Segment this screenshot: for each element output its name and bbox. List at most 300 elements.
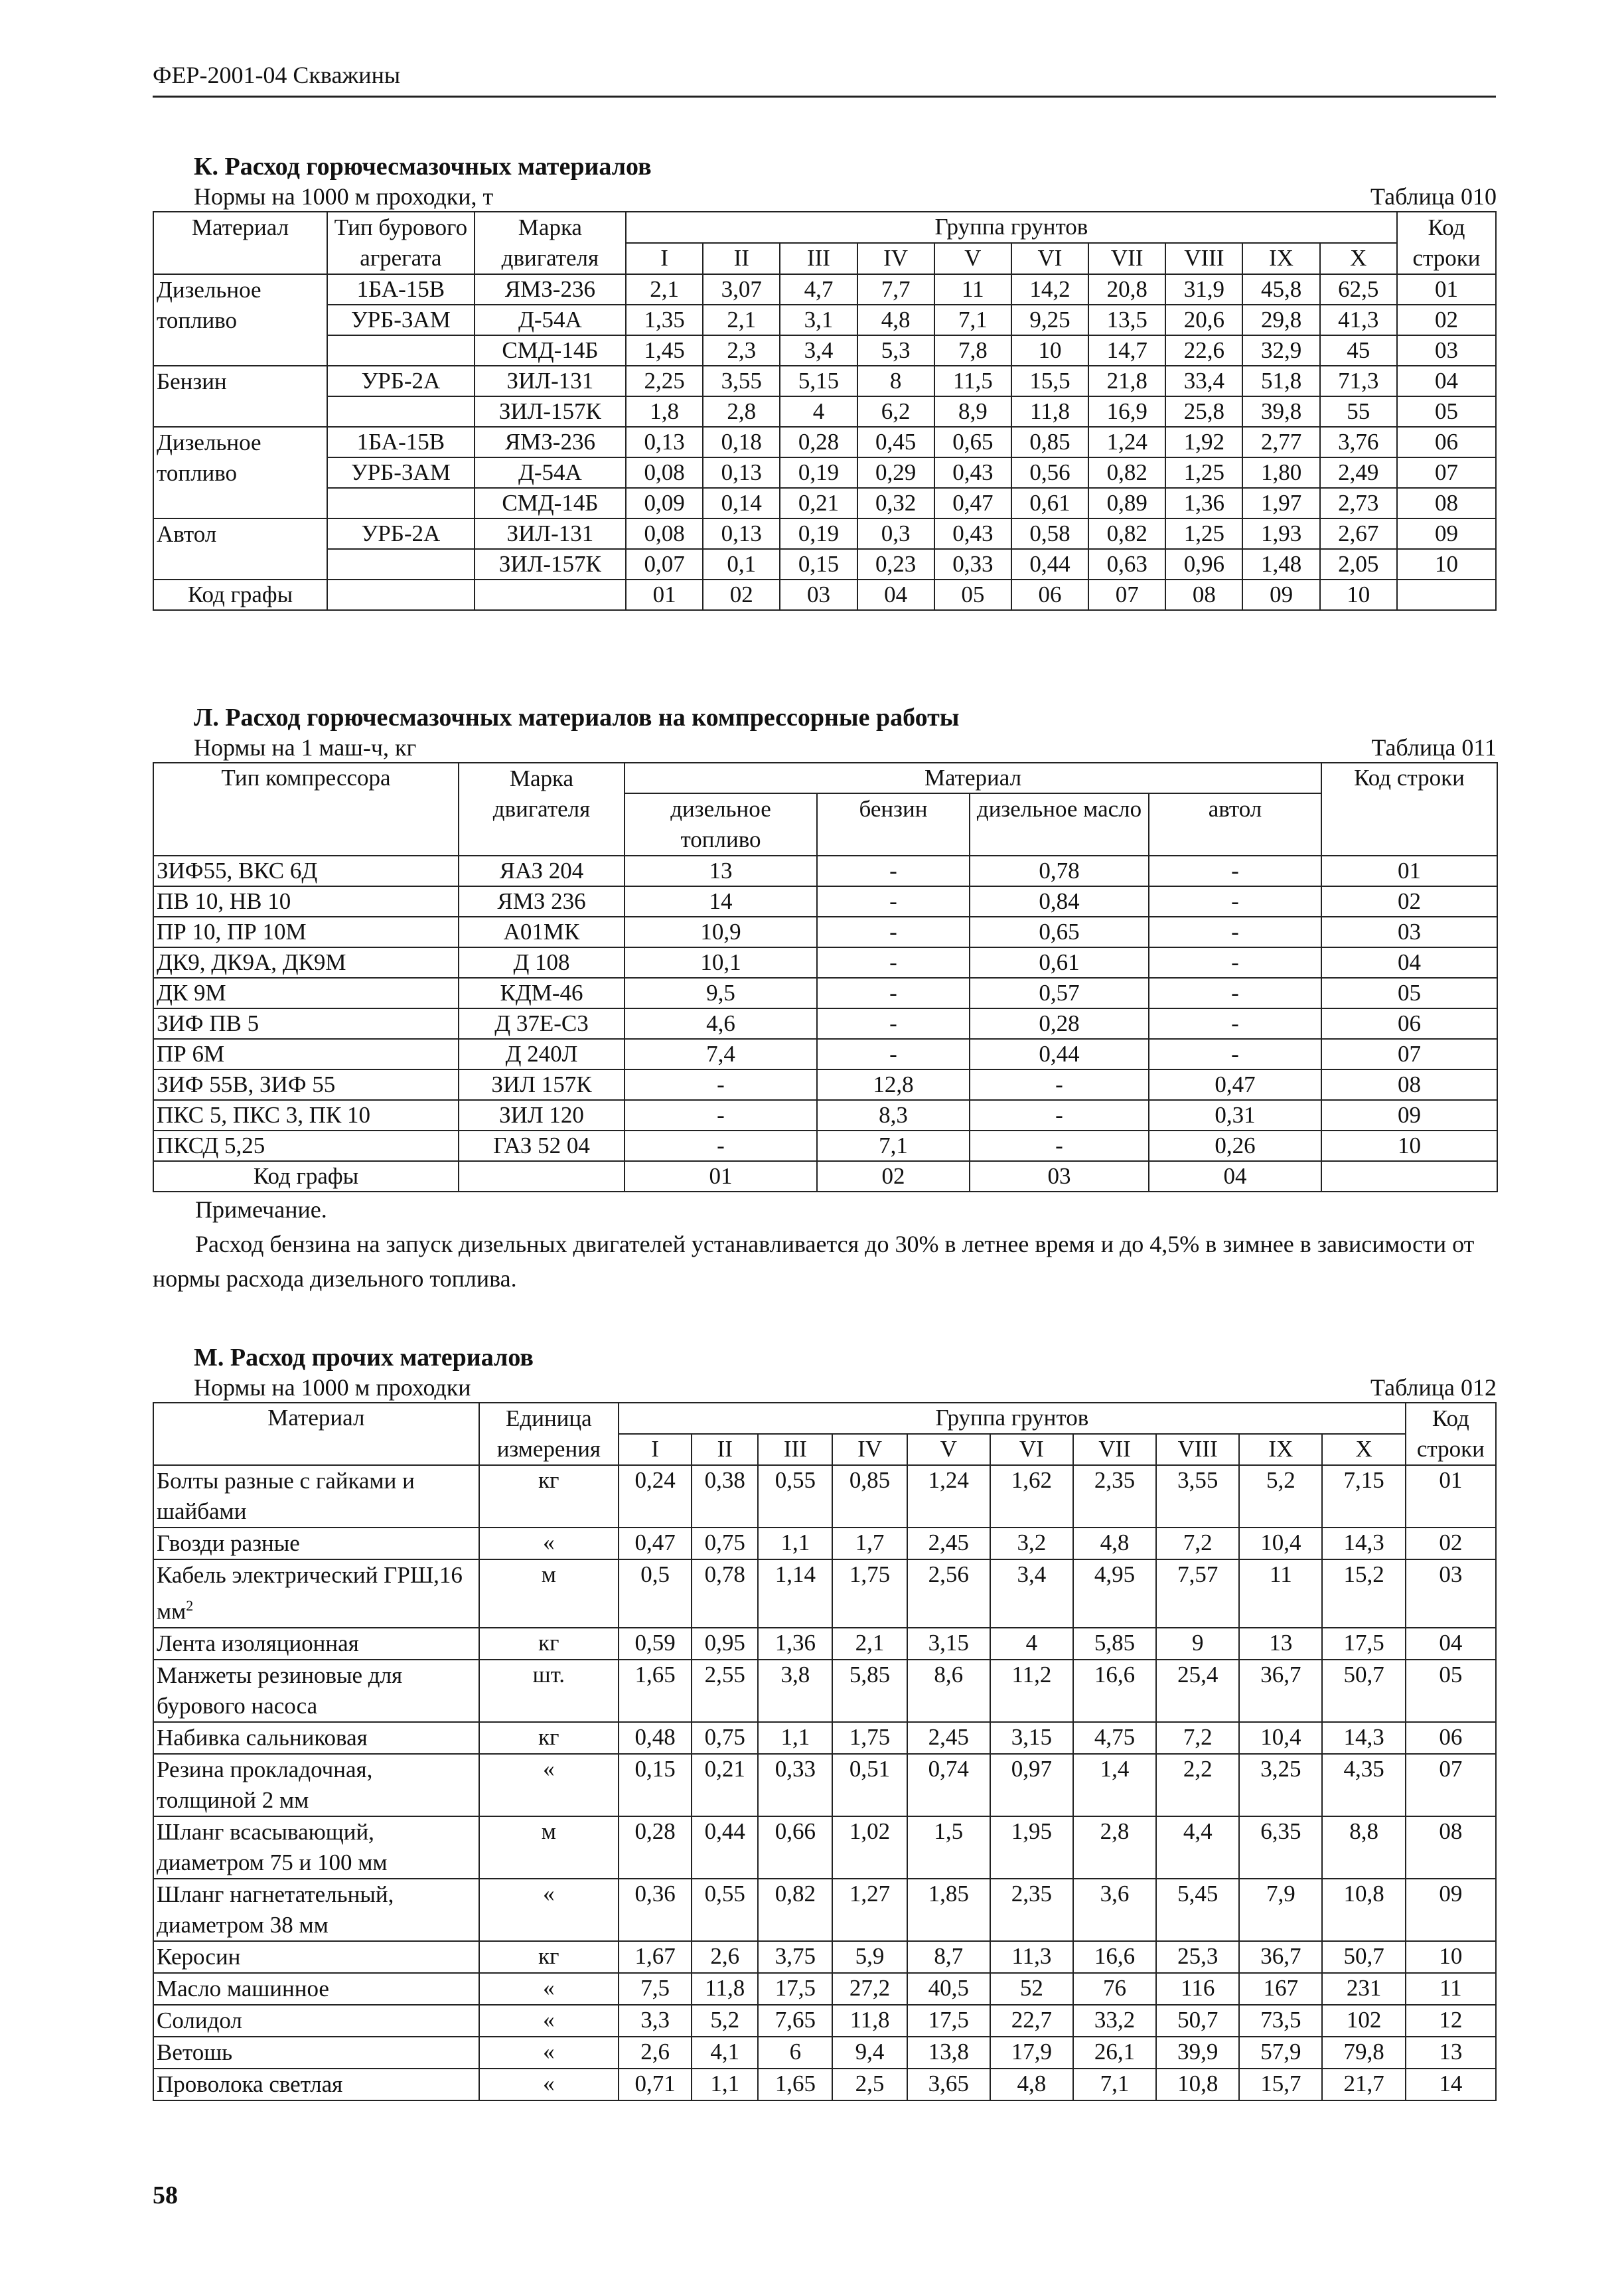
section-m-subtitle-row [194,1373,1497,1402]
footer-row [153,1161,1497,1192]
cell-value: 0,96 [1165,549,1242,580]
col-header-group: IX [1242,243,1319,274]
cell-code: 10 [1397,549,1496,580]
cell-unit: « [479,1528,619,1559]
footer-code: 09 [1242,580,1319,610]
cell-value: 0,29 [857,457,934,488]
cell-value: 3,07 [703,274,780,305]
footer-code: 03 [780,580,857,610]
cell-value: 1,14 [758,1559,832,1628]
cell-value: 14,7 [1088,335,1165,366]
cell-value: 39,9 [1156,2037,1239,2069]
col-header-group: VII [1073,1434,1156,1465]
footer-empty [327,580,475,610]
cell-value: 8,8 [1322,1816,1405,1879]
cell-value: 0,07 [626,549,703,580]
cell-value: 3,55 [1156,1465,1239,1528]
cell-value: 0,82 [758,1879,832,1941]
cell-compressor: ПР 6М [153,1039,459,1069]
cell-value: 2,49 [1320,457,1397,488]
footer-code: 02 [817,1161,970,1192]
section-l-subtitle-row [194,733,1497,762]
cell-code: 03 [1321,917,1497,947]
col-header-group: IX [1239,1434,1322,1465]
footer-empty [1397,580,1496,610]
cell-value: 11,8 [692,1973,758,2005]
section-m-subtitle: Нормы на 1000 м проходки [194,1374,471,1401]
footer-row [153,580,1496,610]
col-header-material: Материал [625,763,1321,793]
cell-value: 1,5 [907,1816,990,1879]
cell-value: 2,35 [1073,1465,1156,1528]
cell-value: 1,75 [832,1722,907,1754]
cell-value: 51,8 [1242,366,1319,396]
cell-value: 5,85 [1073,1628,1156,1660]
cell-value: 0,61 [1011,488,1088,518]
cell-value: 11,8 [1011,396,1088,427]
cell-value: 3,65 [907,2069,990,2100]
table-row [153,335,1496,366]
table-010 [153,211,1497,611]
cell-code: 06 [1406,1722,1496,1754]
material-name-text: Керосин [157,1943,241,1970]
cell-unit: кг [479,1628,619,1660]
cell-value: 22,7 [990,2005,1073,2037]
cell-value: 1,85 [907,1879,990,1941]
col-header-soil-group: Группа грунтов [619,1403,1406,1434]
cell-compressor: ЗИФ ПВ 5 [153,1008,459,1039]
cell-unit: « [479,1879,619,1941]
cell-compressor: ПВ 10, НВ 10 [153,886,459,917]
table-row [153,1879,1496,1941]
cell-value: 2,73 [1320,488,1397,518]
material-name-text: Солидол [157,2007,242,2033]
table-row [153,1628,1496,1660]
col-header-group: V [934,243,1011,274]
cell-rig: УРБ-3АМ [327,305,475,335]
cell-value: 3,1 [780,305,857,335]
cell-unit: « [479,2069,619,2100]
cell-engine: А01МК [459,917,625,947]
cell-value: 33,4 [1165,366,1242,396]
cell-value: - [1149,917,1321,947]
cell-value: 2,1 [626,274,703,305]
cell-material-name [153,1754,479,1816]
cell-value: 2,45 [907,1722,990,1754]
cell-unit: м [479,1816,619,1879]
footer-code: 02 [703,580,780,610]
cell-code: 06 [1397,427,1496,457]
cell-value: 2,45 [907,1528,990,1559]
cell-value: 2,1 [703,305,780,335]
col-header-group: II [703,243,780,274]
col-header-unit: Единица измерения [479,1403,619,1465]
cell-value: 4,8 [857,305,934,335]
table-row [153,1100,1497,1131]
cell-value: 5,85 [832,1660,907,1722]
section-l-subtitle: Нормы на 1 маш-ч, кг [194,734,417,761]
cell-engine: Д 37Е-С3 [459,1008,625,1039]
cell-value: 9 [1156,1628,1239,1660]
cell-value: 3,3 [619,2005,692,2037]
cell-code: 03 [1406,1559,1496,1628]
cell-value: 1,24 [907,1465,990,1528]
cell-value: 57,9 [1239,2037,1322,2069]
cell-value: 5,15 [780,366,857,396]
cell-rig [327,396,475,427]
cell-value: 6,35 [1239,1816,1322,1879]
cell-value: 7,5 [619,1973,692,2005]
cell-value: 17,5 [758,1973,832,2005]
col-header-group: I [619,1434,692,1465]
table-row [153,2037,1496,2069]
cell-value: 17,9 [990,2037,1073,2069]
cell-value: 0,47 [934,488,1011,518]
cell-value: 2,56 [907,1559,990,1628]
footer-code: 05 [934,580,1011,610]
col-header-compressor: Тип компрессора [153,763,459,856]
cell-engine: ЗИЛ-131 [475,366,626,396]
col-header-engine: Марка двигателя [459,763,625,856]
cell-value: 7,9 [1239,1879,1322,1941]
cell-value: 11,8 [832,2005,907,2037]
footer-empty [459,1161,625,1192]
table-row [153,2005,1496,2037]
cell-engine: ЗИЛ-157К [475,549,626,580]
material-name-text: Гвозди разные [157,1530,300,1556]
cell-value: 8,3 [817,1100,970,1131]
note-text: Расход бензина на запуск дизельных двигателей устанавливается до 30% в летнее время и до 4,5% в зимнее в зависимости от нормы расхода дизельного топлива. [153,1231,1475,1292]
cell-rig [327,549,475,580]
cell-code: 02 [1321,886,1497,917]
cell-value: 1,48 [1242,549,1319,580]
cell-code: 01 [1397,274,1496,305]
table-row [153,457,1496,488]
cell-value: 15,2 [1322,1559,1405,1628]
cell-value: 4,35 [1322,1754,1405,1816]
cell-value: 3,8 [758,1660,832,1722]
cell-value: 71,3 [1320,366,1397,396]
cell-value: 116 [1156,1973,1239,2005]
header-row [153,763,1497,793]
cell-value: 1,25 [1165,518,1242,549]
cell-code: 11 [1406,1973,1496,2005]
cell-rig: УРБ-2А [327,366,475,396]
cell-rig: УРБ-3АМ [327,457,475,488]
cell-value: 21,8 [1088,366,1165,396]
cell-code: 05 [1321,978,1497,1008]
col-header-group: VII [1088,243,1165,274]
cell-value: - [970,1100,1149,1131]
cell-value: 1,1 [758,1722,832,1754]
table-row [153,396,1496,427]
cell-code: 01 [1321,856,1497,886]
footer-code: 04 [1149,1161,1321,1192]
cell-value: 9,4 [832,2037,907,2069]
cell-value: 5,45 [1156,1879,1239,1941]
cell-value: 1,95 [990,1816,1073,1879]
cell-value: 1,75 [832,1559,907,1628]
cell-value: 0,43 [934,457,1011,488]
cell-engine: КДМ-46 [459,978,625,1008]
cell-engine: ГАЗ 52 04 [459,1131,625,1161]
cell-value: 1,93 [1242,518,1319,549]
cell-rig [327,335,475,366]
cell-value: 2,1 [832,1628,907,1660]
cell-value: 7,4 [625,1039,817,1069]
cell-value: 0,36 [619,1879,692,1941]
cell-value: 15,7 [1239,2069,1322,2100]
cell-code: 12 [1406,2005,1496,2037]
cell-value: 8,6 [907,1660,990,1722]
col-header-material-type: автол [1149,793,1321,856]
cell-code: 03 [1397,335,1496,366]
table-row [153,1816,1496,1879]
cell-value: 2,6 [692,1941,758,1973]
cell-value: - [817,886,970,917]
section-m-table-label: Таблица 012 [1370,1374,1497,1401]
cell-value: 9,25 [1011,305,1088,335]
cell-value: 0,21 [780,488,857,518]
table-row [153,1559,1496,1628]
cell-unit: шт. [479,1660,619,1722]
cell-material-name [153,2069,479,2100]
cell-value: 29,8 [1242,305,1319,335]
cell-code: 07 [1321,1039,1497,1069]
cell-value: 0,09 [626,488,703,518]
cell-value: 11 [934,274,1011,305]
cell-material-name [153,1559,479,1628]
cell-engine: ЗИЛ-131 [475,518,626,549]
cell-value: 0,51 [832,1754,907,1816]
cell-value: 50,7 [1156,2005,1239,2037]
cell-value: 1,1 [692,2069,758,2100]
cell-rig: УРБ-2А [327,518,475,549]
table-row [153,1131,1497,1161]
cell-value: 3,6 [1073,1879,1156,1941]
cell-value: 17,5 [1322,1628,1405,1660]
cell-value: 0,78 [692,1559,758,1628]
cell-value: 0,59 [619,1628,692,1660]
cell-value: 55 [1320,396,1397,427]
cell-value: 3,55 [703,366,780,396]
cell-value: 0,44 [970,1039,1149,1069]
cell-value: 0,71 [619,2069,692,2100]
header-row [153,1403,1496,1434]
table-row [153,1941,1496,1973]
cell-material-name [153,1973,479,2005]
cell-value: 231 [1322,1973,1405,2005]
cell-value: 0,84 [970,886,1149,917]
table-row [153,549,1496,580]
cell-rig: 1БА-15В [327,427,475,457]
table-row [153,978,1497,1008]
table-row [153,1754,1496,1816]
cell-value: 45 [1320,335,1397,366]
cell-value: 17,5 [907,2005,990,2037]
col-header-material: Материал [153,212,327,274]
cell-material-name [153,1941,479,1973]
cell-code: 08 [1397,488,1496,518]
cell-value: 0,65 [970,917,1149,947]
table-row [153,886,1497,917]
cell-value: 16,9 [1088,396,1165,427]
cell-compressor: ПР 10, ПР 10М [153,917,459,947]
cell-material-name [153,1465,479,1528]
cell-material-name [153,1528,479,1559]
cell-value: 79,8 [1322,2037,1405,2069]
cell-value: 16,6 [1073,1660,1156,1722]
cell-value: 1,7 [832,1528,907,1559]
cell-value: - [1149,978,1321,1008]
cell-rig [327,488,475,518]
cell-value: 5,9 [832,1941,907,1973]
cell-code: 10 [1406,1941,1496,1973]
cell-value: 0,21 [692,1754,758,1816]
cell-value: 0,95 [692,1628,758,1660]
cell-value: 0,33 [934,549,1011,580]
cell-engine: ЯМЗ-236 [475,274,626,305]
cell-engine: ЗИЛ 157К [459,1069,625,1100]
cell-value: 0,85 [832,1465,907,1528]
footer-label: Код графы [153,1161,459,1192]
cell-value: 4,4 [1156,1816,1239,1879]
cell-value: 1,1 [758,1528,832,1559]
cell-compressor: ДК9, ДК9А, ДК9М [153,947,459,978]
col-header-group: III [758,1434,832,1465]
section-l [153,702,1497,1296]
cell-value: 0,89 [1088,488,1165,518]
cell-code: 08 [1406,1816,1496,1879]
cell-value: 0,33 [758,1754,832,1816]
cell-value: 11,5 [934,366,1011,396]
cell-value: 0,15 [619,1754,692,1816]
cell-code: 08 [1321,1069,1497,1100]
cell-value: 0,58 [1011,518,1088,549]
cell-value: - [817,947,970,978]
cell-engine: ЯАЗ 204 [459,856,625,886]
cell-value: 2,67 [1320,518,1397,549]
cell-unit: кг [479,1941,619,1973]
cell-value: 27,2 [832,1973,907,2005]
cell-value: 0,47 [1149,1069,1321,1100]
table-row [153,366,1496,396]
cell-value: 0,47 [619,1528,692,1559]
cell-value: 0,44 [692,1816,758,1879]
cell-code: 07 [1397,457,1496,488]
cell-engine: Д 240Л [459,1039,625,1069]
cell-value: 1,4 [1073,1754,1156,1816]
cell-value: 102 [1322,2005,1405,2037]
cell-value: 0,28 [970,1008,1149,1039]
cell-material-name [153,1816,479,1879]
cell-value: 1,80 [1242,457,1319,488]
table-row [153,2069,1496,2100]
cell-value: - [625,1100,817,1131]
cell-unit: кг [479,1722,619,1754]
cell-compressor: ЗИФ55, ВКС 6Д [153,856,459,886]
header-rule [153,96,1496,98]
cell-value: - [625,1069,817,1100]
material-name-text: Масло машинное [157,1975,329,2002]
footer-code: 08 [1165,580,1242,610]
cell-value: - [817,856,970,886]
cell-value: 0,55 [692,1879,758,1941]
cell-value: 20,8 [1088,274,1165,305]
cell-value: 1,67 [619,1941,692,1973]
col-header-group: X [1322,1434,1405,1465]
col-header-code: Код строки [1406,1403,1496,1465]
cell-value: 4 [990,1628,1073,1660]
table-row [153,1722,1496,1754]
cell-code: 04 [1321,947,1497,978]
material-name-text: Кабель электрический ГРШ,16 мм [157,1562,463,1624]
cell-value: 7,2 [1156,1722,1239,1754]
cell-value: 14 [625,886,817,917]
cell-value: 0,28 [780,427,857,457]
cell-value: - [1149,1039,1321,1069]
cell-value: 0,75 [692,1722,758,1754]
col-header-group: II [692,1434,758,1465]
table-row [153,1039,1497,1069]
cell-value: 10,1 [625,947,817,978]
cell-value: 9,5 [625,978,817,1008]
cell-value: 0,44 [1011,549,1088,580]
cell-value: 13 [1239,1628,1322,1660]
cell-value: 1,02 [832,1816,907,1879]
cell-value: 2,05 [1320,549,1397,580]
col-header-code: Код строки [1321,763,1497,856]
cell-code: 04 [1406,1628,1496,1660]
section-k-subtitle: Нормы на 1000 м проходки, т [194,183,494,210]
note-title: Примечание. [195,1196,327,1223]
cell-value: 7,7 [857,274,934,305]
cell-value: 13,5 [1088,305,1165,335]
cell-value: - [970,1069,1149,1100]
cell-value: 0,23 [857,549,934,580]
section-m [153,1342,1497,2101]
material-name-text: Проволока светлая [157,2071,343,2097]
footer-code: 07 [1088,580,1165,610]
cell-code: 09 [1397,518,1496,549]
cell-value: 14,3 [1322,1722,1405,1754]
cell-code: 09 [1406,1879,1496,1941]
cell-value: 8,7 [907,1941,990,1973]
cell-value: 2,2 [1156,1754,1239,1816]
cell-value: 40,5 [907,1973,990,2005]
col-header-material-type: дизельное масло [970,793,1149,856]
cell-value: 0,28 [619,1816,692,1879]
cell-code: 10 [1321,1131,1497,1161]
cell-material-name [153,1722,479,1754]
col-header-code: Код строки [1397,212,1496,274]
cell-value: 7,1 [1073,2069,1156,2100]
cell-compressor: ПКС 5, ПКС 3, ПК 10 [153,1100,459,1131]
cell-value: 0,13 [626,427,703,457]
cell-value: 1,27 [832,1879,907,1941]
cell-value: 14,3 [1322,1528,1405,1559]
cell-value: 0,08 [626,518,703,549]
cell-value: 0,48 [619,1722,692,1754]
table-row [153,917,1497,947]
cell-value: 4,6 [625,1008,817,1039]
cell-value: 1,36 [758,1628,832,1660]
header-row [153,212,1496,243]
table-row [153,427,1496,457]
cell-value: 14,2 [1011,274,1088,305]
cell-value: 0,43 [934,518,1011,549]
cell-value: 4,7 [780,274,857,305]
